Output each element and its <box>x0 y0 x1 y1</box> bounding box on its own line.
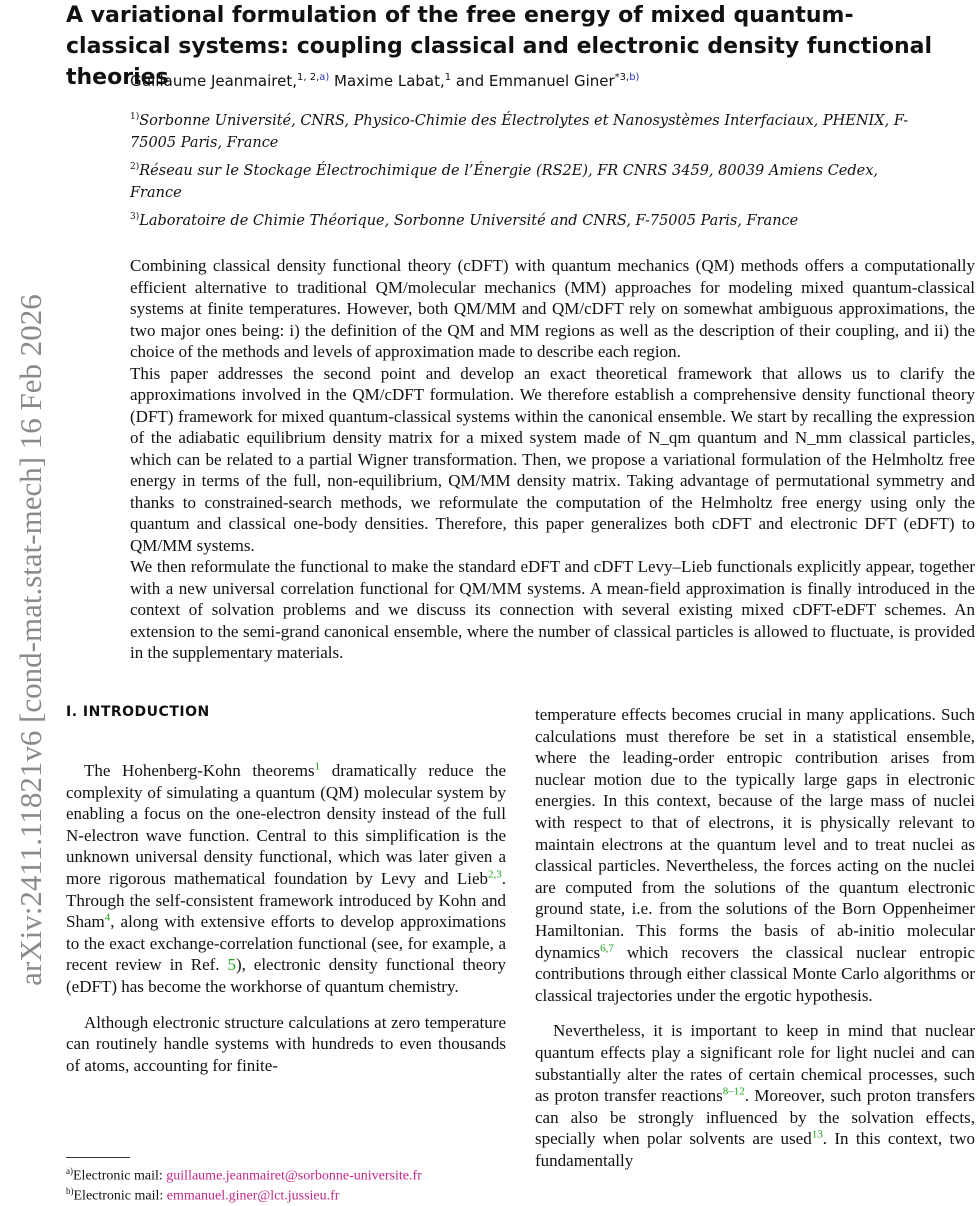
intro-paragraph-2: Although electronic structure calculations at zero temperature can routinely handle systems with hundreds to even thousands of atoms, accounting for finite- <box>66 1012 506 1075</box>
citation-link[interactable]: 6,7 <box>600 941 614 954</box>
arxiv-sidebar-stamp <box>0 200 62 1080</box>
footnote-a: $^{a)}$Electronic mail: guillaume.jeanmairet@sorbonne-universite.fr <box>66 1166 422 1184</box>
author-2-affil: 1 <box>444 72 452 83</box>
email-link[interactable]: guillaume.jeanmairet@sorbonne-universite.fr <box>166 1168 422 1184</box>
citation-link[interactable]: 13 <box>811 1128 823 1141</box>
author-3-affil: *3, <box>614 72 630 83</box>
affiliation-3-text: Laboratoire de Chimie Théorique, Sorbonne Université and CNRS, F-75005 Paris, France <box>139 212 799 229</box>
author-1-affil: 1, 2, <box>296 72 320 83</box>
affiliation-2 <box>130 156 920 204</box>
author-list <box>130 72 930 90</box>
author-1: Guillaume Jeanmairet, <box>130 72 297 90</box>
right-column <box>535 704 975 1171</box>
affiliation-1 <box>130 106 920 154</box>
author-1-note[interactable]: a) <box>319 72 330 83</box>
abstract-paragraph-1: Combining classical density functional theory (cDFT) with quantum mechanics (QM) methods offers a computationally efficient alternative to traditional QM/molecular mechanics (MM) approaches for modeling mixed quantum-classical systems at finite temperatures. However, both QM/MM and QM/cDFT rely on somewhat ambiguous approximations, the two major ones being: i) the definition of the QM and MM regions as well as the description of their coupling, and ii) the choice of the methods and levels of approximation made to describe each region. <box>130 256 975 361</box>
intro-paragraph-1: The Hohenberg-Kohn theorems$^1$ dramatically reduce the complexity of simulating a quantum (QM) molecular system by enabling a focus on the one-electron density instead of the full N-electron wave function. Central to this simplification is the unknown universal density functional, which was later given a more rigorous mathematical foundation by Levy and Lieb$^{2,3}$. Through the self-consistent framework introduced by Kohn and Sham$^4$, along with extensive efforts to develop approximations to the exact exchange-correlation functional (see, for example, a recent review in Ref. 5), electronic density functional theory (eDFT) has become the workhorse of quantum chemistry. <box>66 760 507 996</box>
left-column <box>66 760 506 1076</box>
affiliation-2-text: Réseau sur le Stockage Électrochimique de l’Énergie (RS2E), FR CNRS 3459, 80039 Amiens Cedex, France <box>130 162 879 201</box>
footnote-rule <box>66 1157 130 1158</box>
abstract-paragraph-3: We then reformulate the functional to make the standard eDFT and cDFT Levy–Lieb functionals explicitly appear, together with a new universal correlation functional for QM/MM systems. A mean-field approximation is finally introduced in the context of solvation problems and we discuss its connection with several existing mixed cDFT-eDFT schemes. An extension to the semi-grand canonical ensemble, where the number of classical particles is allowed to fluctuate, is provided in the supplementary materials. <box>130 557 975 662</box>
section-heading-introduction: I. INTRODUCTION <box>66 704 210 720</box>
citation-link[interactable]: 2,3 <box>488 868 502 881</box>
citation-link[interactable]: 1 <box>314 760 321 773</box>
citation-link[interactable]: 4 <box>104 911 111 924</box>
paper-title: A variational formulation of the free energy of mixed quantum-classical systems: coupling classical and electronic density functional theories <box>66 3 933 90</box>
intro-paragraph-4: Nevertheless, it is important to keep in mind that nuclear quantum effects play a significant role for light nuclei and can substantially alter the rates of certain chemical processes, such as proton transfer reactions$^{8-12}$. Moreover, such proton transfers can also be strongly influenced by the solvation effects, specially when polar solvents are used$^{13}$. In this context, two fundamentally <box>535 1021 975 1170</box>
author-2: Maxime Labat, <box>329 72 445 90</box>
citation-link[interactable]: 5 <box>227 955 236 975</box>
affiliation-3-num: 3) <box>130 212 140 222</box>
arxiv-id: arXiv:2411.11821v6 [cond-mat.stat-mech] 16 Feb 2026 <box>13 294 48 986</box>
citation-link[interactable]: 8–12 <box>722 1085 745 1098</box>
footnote-b: $^{b)}$Electronic mail: emmanuel.giner@lct.jussieu.fr <box>66 1186 340 1204</box>
author-3: and Emmanuel Giner <box>451 72 615 90</box>
affiliation-2-num: 2) <box>130 162 140 172</box>
email-link[interactable]: emmanuel.giner@lct.jussieu.fr <box>166 1188 340 1204</box>
intro-paragraph-3: temperature effects becomes crucial in many applications. Such calculations must therefore be set in a statistical ensemble, where the leading-order entropic contribution arises from nuclear motion due to the typically large gaps in electronic energies. In this context, because of the large mass of nuclei with respect to that of electrons, it is physically relevant to maintain electrons at the quantum level and to treat nuclei as classical particles. Nevertheless, the forces acting on the nuclei are computed from the solutions of the quantum electronic ground state, i.e. from the solutions of the Born Oppenheimer Hamiltonian. This forms the basis of ab-initio molecular dynamics$^{6,7}$ which recovers the classical nuclear entropic contributions through either classical Monte Carlo algorithms or classical trajectories under the ergotic hypothesis. <box>535 705 975 1005</box>
author-3-note[interactable]: b) <box>629 72 640 83</box>
abstract-paragraph-2: This paper addresses the second point and develop an exact theoretical framework that allows us to clarify the approximations involved in the QM/cDFT formulation. We therefore establish a comprehensive density functional theory (DFT) framework for mixed quantum-classical systems within the canonical ensemble. We start by recalling the expression of the adiabatic equilibrium density matrix for a mixed system made of N_qm quantum and N_mm classical particles, which can be related to a partial Wigner transformation. Then, we propose a variational formulation of the Helmholtz free energy in terms of the full, non-equilibrium, QM/MM density matrix. Taking advantage of permutational symmetry and thanks to constrained-search methods, we reformulate the computation of the Helmholtz free energy using only the quantum and classical one-body densities. Therefore, this paper generalizes both cDFT and electronic DFT (eDFT) to QM/MM systems. <box>130 363 975 555</box>
affiliation-1-num: 1) <box>130 112 140 122</box>
affiliation-3 <box>130 206 920 232</box>
abstract <box>130 255 975 664</box>
affiliation-1-text: Sorbonne Université, CNRS, Physico-Chimie des Électrolytes et Nanosystèmes Interfaciaux, PHENIX, F-75005 Paris, France <box>130 112 909 151</box>
